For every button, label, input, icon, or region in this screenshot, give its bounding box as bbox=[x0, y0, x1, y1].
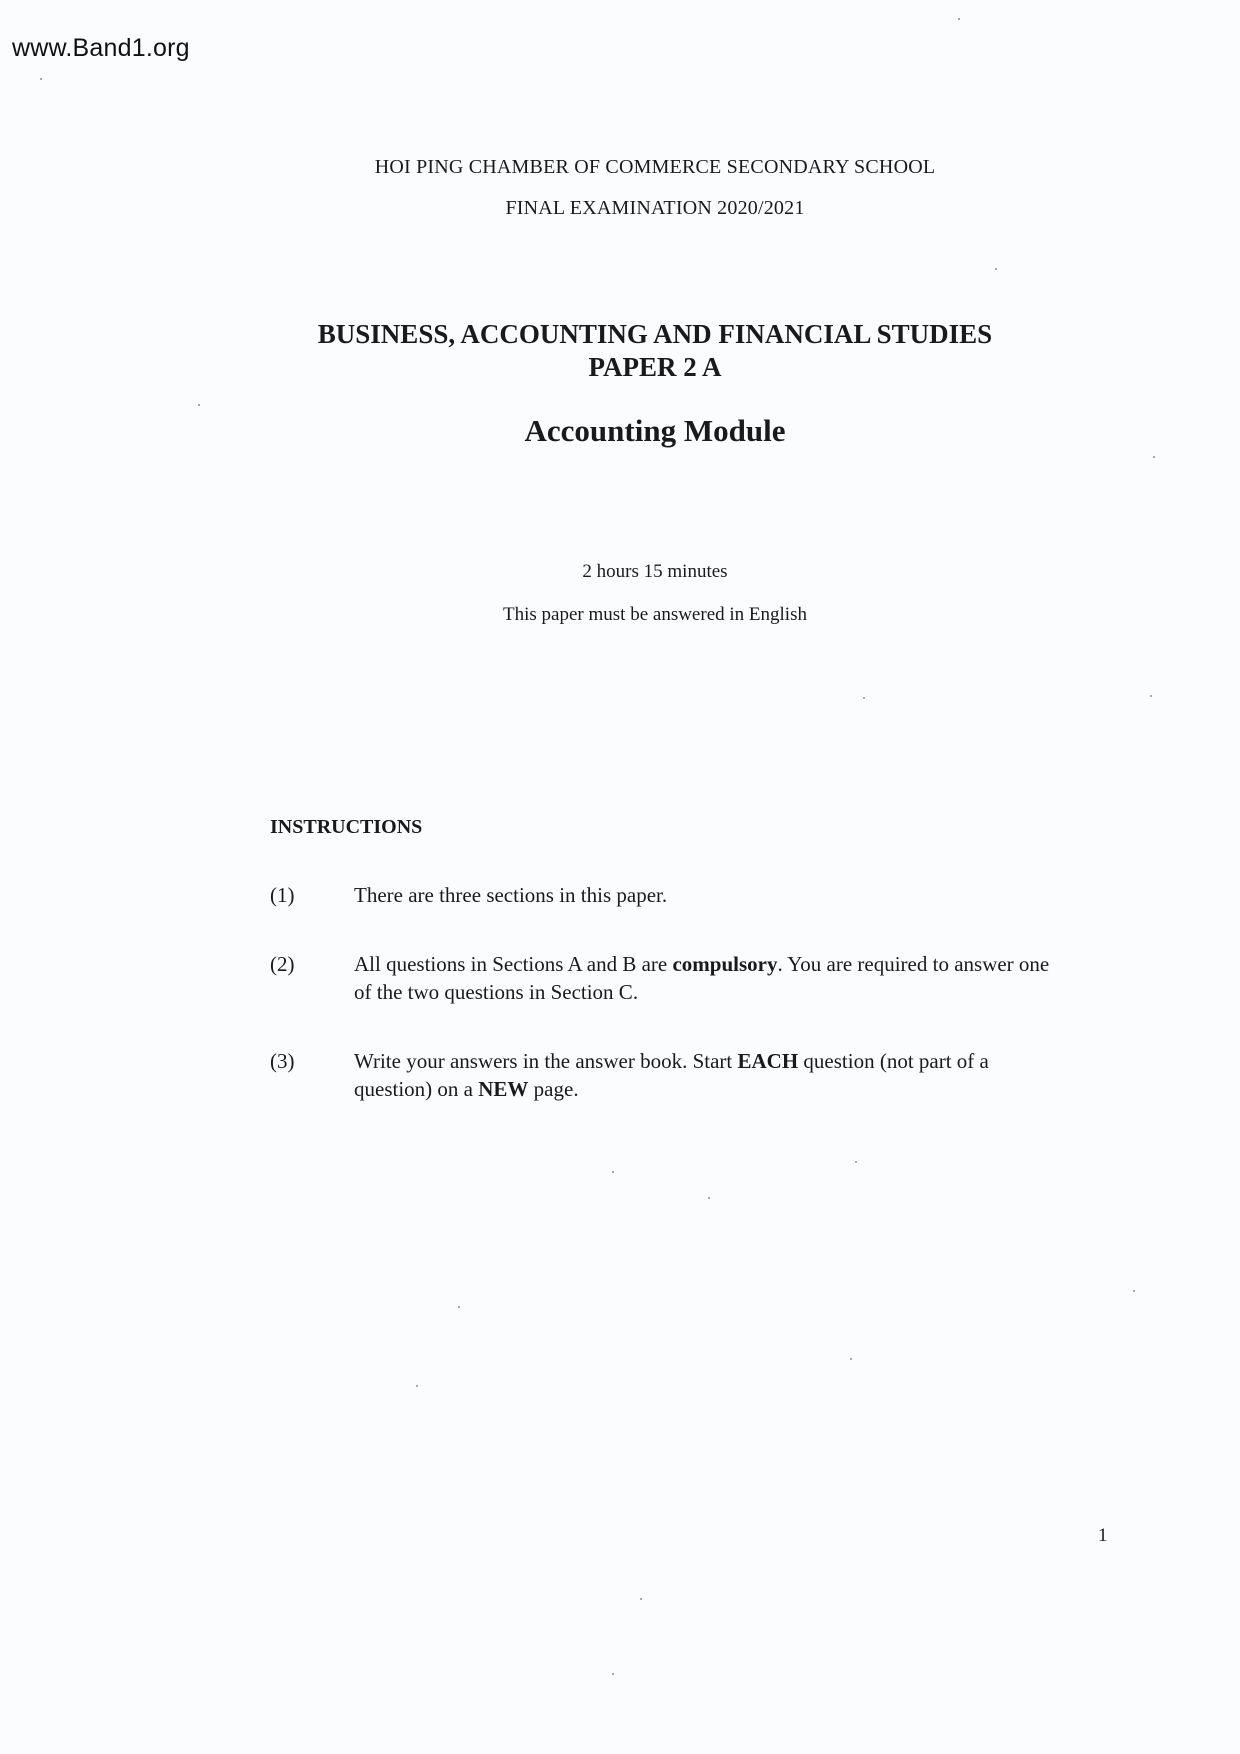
scan-speck bbox=[1133, 1290, 1135, 1292]
paper-title: PAPER 2 A bbox=[588, 352, 722, 382]
scan-speck bbox=[640, 1598, 642, 1600]
instruction-item bbox=[270, 950, 1060, 1006]
scan-speck bbox=[458, 1306, 460, 1308]
instruction-number: (2) bbox=[270, 952, 295, 976]
scan-speck bbox=[416, 1385, 418, 1387]
watermark-url: www.Band1.org bbox=[12, 34, 190, 62]
scan-speck bbox=[1150, 695, 1152, 697]
instruction-text: Write your answers in the answer book. Start EACH question (not part of a question) on a NEW page. bbox=[354, 1049, 989, 1101]
emphasis-compulsory: compulsory bbox=[672, 952, 778, 976]
scan-speck bbox=[958, 18, 960, 20]
scan-speck bbox=[612, 1673, 614, 1675]
instructions-heading: INSTRUCTIONS bbox=[270, 816, 423, 838]
module-title: Accounting Module bbox=[524, 413, 786, 448]
scan-speck bbox=[612, 1171, 614, 1173]
instruction-text: All questions in Sections A and B are compulsory. You are required to answer one of the two questions in Section C. bbox=[354, 952, 1050, 1004]
instruction-item bbox=[270, 881, 1060, 909]
scan-speck bbox=[198, 404, 200, 406]
school-name: HOI PING CHAMBER OF COMMERCE SECONDARY SCHOOL bbox=[374, 156, 936, 178]
page-number: 1 bbox=[1098, 1525, 1108, 1546]
instruction-number: (1) bbox=[270, 883, 295, 907]
instruction-item bbox=[270, 1047, 1060, 1103]
language-requirement: This paper must be answered in English bbox=[503, 604, 807, 625]
subject-title: BUSINESS, ACCOUNTING AND FINANCIAL STUDIES bbox=[317, 319, 993, 349]
exam-name: FINAL EXAMINATION 2020/2021 bbox=[505, 197, 805, 219]
instruction-number: (3) bbox=[270, 1049, 295, 1073]
instruction-text: There are three sections in this paper. bbox=[354, 883, 668, 907]
scan-speck bbox=[850, 1358, 852, 1360]
scan-speck bbox=[1153, 456, 1155, 458]
scan-speck bbox=[995, 268, 997, 270]
scan-speck bbox=[40, 78, 42, 80]
scan-speck bbox=[855, 1161, 857, 1163]
scan-speck bbox=[708, 1197, 710, 1199]
scan-speck bbox=[863, 697, 865, 699]
emphasis-new: NEW bbox=[478, 1077, 529, 1101]
emphasis-each: EACH bbox=[737, 1049, 799, 1073]
exam-duration: 2 hours 15 minutes bbox=[582, 561, 728, 582]
